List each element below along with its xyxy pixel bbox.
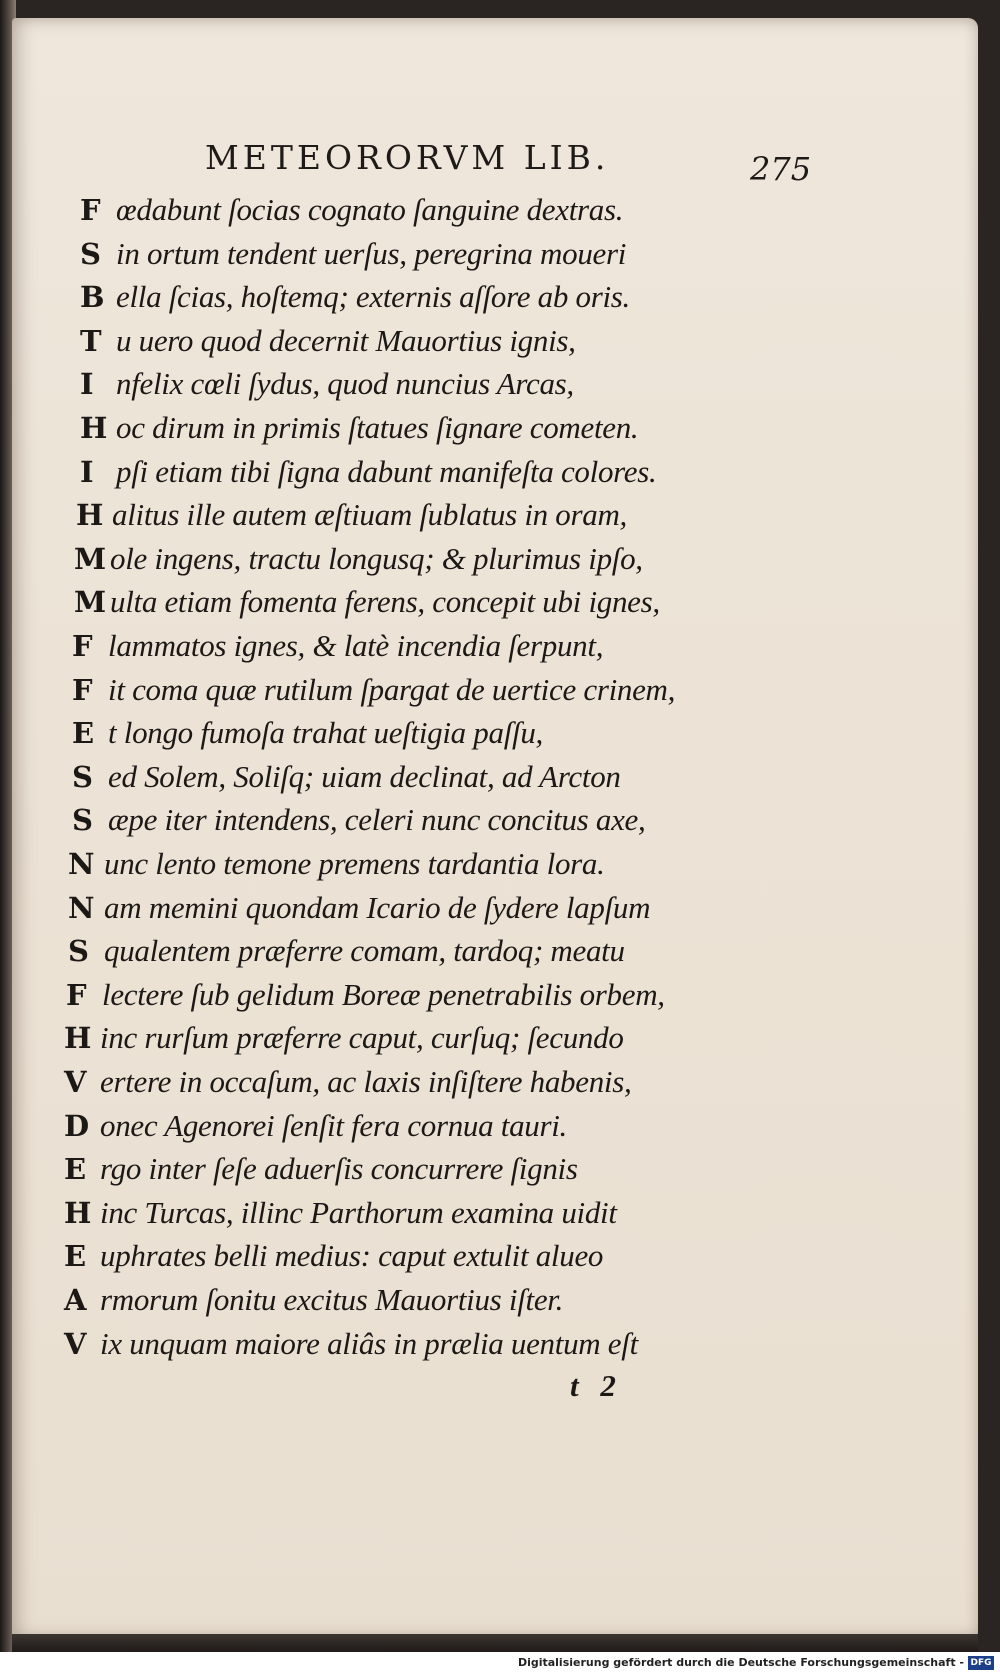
verse-line <box>64 1280 563 1320</box>
verse-text: onec Agenorei ſenſit fera cornua tauri. <box>100 1108 567 1143</box>
verse-line <box>72 757 621 797</box>
verse-line <box>80 321 576 361</box>
verse-text: lectere ſub gelidum Boreæ penetrabilis orbem, <box>102 977 665 1012</box>
verse-text: ed Solem, Soliſq; uiam declinat, ad Arcton <box>108 759 621 794</box>
verse-line <box>76 495 627 535</box>
verse-text: æpe iter intendens, celeri nunc concitus axe, <box>108 802 646 837</box>
dfg-logo: DFG <box>968 1656 994 1670</box>
verse-line <box>64 1149 578 1189</box>
verse-initial: M <box>74 585 107 619</box>
verse-line <box>64 1062 631 1102</box>
verse-text: inc Turcas, illinc Parthorum examina uidit <box>100 1195 617 1230</box>
verse-line <box>74 539 643 579</box>
verse-initial: I <box>80 367 94 401</box>
signature-mark: t 2 <box>570 1368 616 1403</box>
verse-line <box>64 1193 617 1233</box>
verse-initial: V <box>64 1327 87 1361</box>
verse-text: rgo inter ſeſe aduerſis concurrere ſignis <box>100 1151 578 1186</box>
verse-initial: T <box>80 324 102 358</box>
verse-line <box>64 1324 638 1364</box>
verse-initial: D <box>64 1109 90 1143</box>
verse-initial: N <box>68 891 95 925</box>
verse-initial: S <box>72 803 93 837</box>
verse-line <box>72 800 645 840</box>
verse-text: nfelix cœli ſydus, quod nuncius Arcas, <box>116 366 574 401</box>
funding-credit: Digitalisierung gefördert durch die Deutsche Forschungsgemeinschaft - <box>517 1656 964 1669</box>
verse-initial: S <box>80 237 101 271</box>
verse-text: œdabunt ſocias cognato ſanguine dextras. <box>116 192 624 227</box>
verse-text: in ortum tendent uerſus, peregrina moueri <box>116 236 627 271</box>
page-number: 275 <box>750 150 812 188</box>
verse-initial: E <box>72 716 95 750</box>
verse-line <box>72 626 603 666</box>
digitization-footer <box>0 1652 1000 1676</box>
verse-initial: H <box>64 1021 92 1055</box>
verse-text: oc dirum in primis ſtatues ſignare cometen. <box>116 410 639 445</box>
verse-line <box>68 844 605 884</box>
verse-initial: V <box>64 1065 87 1099</box>
verse-line <box>80 364 574 404</box>
verse-text: it coma quæ rutilum ſpargat de uertice crinem, <box>108 672 676 707</box>
verse-line <box>68 888 650 928</box>
verse-initial: S <box>68 934 89 968</box>
verse-line <box>66 975 665 1015</box>
verse-line <box>64 1236 603 1276</box>
verse-initial: B <box>80 280 105 314</box>
verse-text: qualentem præferre comam, tardoq; meatu <box>104 933 625 968</box>
verse-text: inc rurſum præferre caput, curſuq; ſecundo <box>100 1020 624 1055</box>
verse-initial: F <box>80 193 101 227</box>
verse-initial: F <box>72 673 93 707</box>
verse-line <box>72 670 675 710</box>
verse-text: am memini quondam Icario de ſydere lapſum <box>104 890 651 925</box>
verse-initial: H <box>76 498 104 532</box>
verse-text: ole ingens, tractu longusq; & plurimus ipſo, <box>110 541 643 576</box>
verse-initial: E <box>64 1152 87 1186</box>
verse-text: uphrates belli medius: caput extulit alueo <box>100 1238 604 1273</box>
verse-text: u uero quod decernit Mauortius ignis, <box>116 323 576 358</box>
verse-initial: A <box>64 1283 87 1317</box>
verse-line <box>80 452 656 492</box>
verse-line <box>72 713 543 753</box>
verse-text: t longo fumoſa trahat ueſtigia paſſu, <box>108 715 543 750</box>
verse-initial: F <box>72 629 93 663</box>
verse-line <box>68 931 625 971</box>
verse-text: ertere in occaſum, ac laxis inſiſtere habenis, <box>100 1064 632 1099</box>
verse-initial: H <box>64 1196 92 1230</box>
verse-line <box>64 1018 624 1058</box>
running-header-title: METEORORVM LIB. <box>205 138 610 177</box>
verse-text: rmorum ſonitu excitus Mauortius iſter. <box>100 1282 564 1317</box>
verse-initial: M <box>74 542 107 576</box>
verse-text: ix unquam maiore aliâs in prælia uentum eſt <box>100 1326 638 1361</box>
verse-text: alitus ille autem æſtiuam ſublatus in oram, <box>112 497 627 532</box>
verse-initial: S <box>72 760 93 794</box>
page-bottom-edge <box>12 1634 978 1652</box>
verse-initial: E <box>64 1239 87 1273</box>
verse-text: unc lento temone premens tardantia lora. <box>104 846 605 881</box>
verse-line <box>64 1106 567 1146</box>
verse-initial: I <box>80 455 94 489</box>
verse-text: lammatos ignes, & latè incendia ſerpunt, <box>108 628 604 663</box>
verse-line <box>74 582 660 622</box>
verse-initial: N <box>68 847 95 881</box>
verse-initial: H <box>80 411 108 445</box>
verse-initial: F <box>66 978 87 1012</box>
verse-line <box>80 277 630 317</box>
verse-line <box>80 190 623 230</box>
verse-text: ella ſcias, hoſtemq; externis aſſore ab oris. <box>116 279 631 314</box>
verse-line <box>80 234 626 274</box>
verse-text: ulta etiam fomenta ferens, concepit ubi ignes, <box>110 584 660 619</box>
verse-line <box>80 408 638 448</box>
verse-text: pſi etiam tibi ſigna dabunt manifeſta colores. <box>116 454 657 489</box>
